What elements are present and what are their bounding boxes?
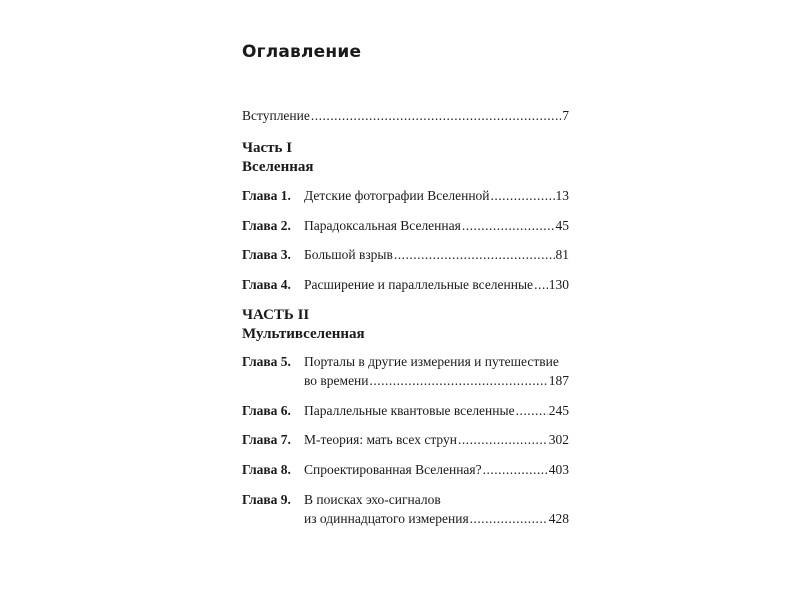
entry-page: 130 xyxy=(548,277,569,292)
dot-leader xyxy=(370,371,548,390)
entry-title: из одиннадцатого измерения xyxy=(304,511,469,526)
entry-page: 428 xyxy=(548,511,569,526)
part-heading-2 xyxy=(242,306,365,344)
chapter-label: Глава 5. xyxy=(242,354,291,369)
entry-title: Детские фотографии Вселенной xyxy=(304,188,490,203)
part-number: ЧАСТЬ II xyxy=(242,307,310,323)
entry-title-line1: В поисках эхо-сигналов xyxy=(304,492,441,507)
chapter-label: Глава 1. xyxy=(242,188,291,203)
dot-leader xyxy=(458,430,548,449)
entry-page: 245 xyxy=(548,403,569,418)
entry-title: Параллельные квантовые вселенные xyxy=(304,403,515,418)
entry-page: 13 xyxy=(555,188,569,203)
entry-title-line1: Порталы в другие измерения и путешествие xyxy=(304,354,559,369)
chapter-label: Глава 9. xyxy=(242,492,291,507)
entry-title: Спроектированная Вселенная? xyxy=(304,462,482,477)
dot-leader xyxy=(491,186,555,205)
part-title: Мультивселенная xyxy=(242,326,365,342)
dot-leader xyxy=(516,401,548,420)
entry-page: 187 xyxy=(548,373,569,388)
entry-title: Парадоксальная Вселенная xyxy=(304,218,461,233)
chapter-label: Глава 2. xyxy=(242,218,291,233)
dot-leader xyxy=(483,460,548,479)
entry-title: во времени xyxy=(304,373,369,388)
entry-page: 81 xyxy=(555,247,569,262)
part-heading-1 xyxy=(242,139,313,177)
dot-leader xyxy=(470,509,548,528)
entry-title: Расширение и параллельные вселенные xyxy=(304,277,534,292)
entry-page: 45 xyxy=(555,218,569,233)
part-title: Вселенная xyxy=(242,159,314,175)
entry-title: Большой взрыв xyxy=(304,247,393,262)
part-number: Часть I xyxy=(242,140,293,156)
chapter-label: Глава 6. xyxy=(242,403,291,418)
entry-title: Вступление xyxy=(242,108,310,123)
entry-title: М-теория: мать всех струн xyxy=(304,432,457,447)
toc-title: Оглавление xyxy=(242,42,362,62)
dot-leader xyxy=(462,216,555,235)
entry-page: 403 xyxy=(548,462,569,477)
chapter-label: Глава 8. xyxy=(242,462,291,477)
chapter-label: Глава 3. xyxy=(242,247,291,262)
chapter-label: Глава 7. xyxy=(242,432,291,447)
dot-leader xyxy=(311,106,561,125)
entry-page: 7 xyxy=(562,108,569,123)
chapter-label: Глава 4. xyxy=(242,277,291,292)
dot-leader xyxy=(394,245,555,264)
dot-leader xyxy=(534,275,548,294)
entry-page: 302 xyxy=(548,432,569,447)
